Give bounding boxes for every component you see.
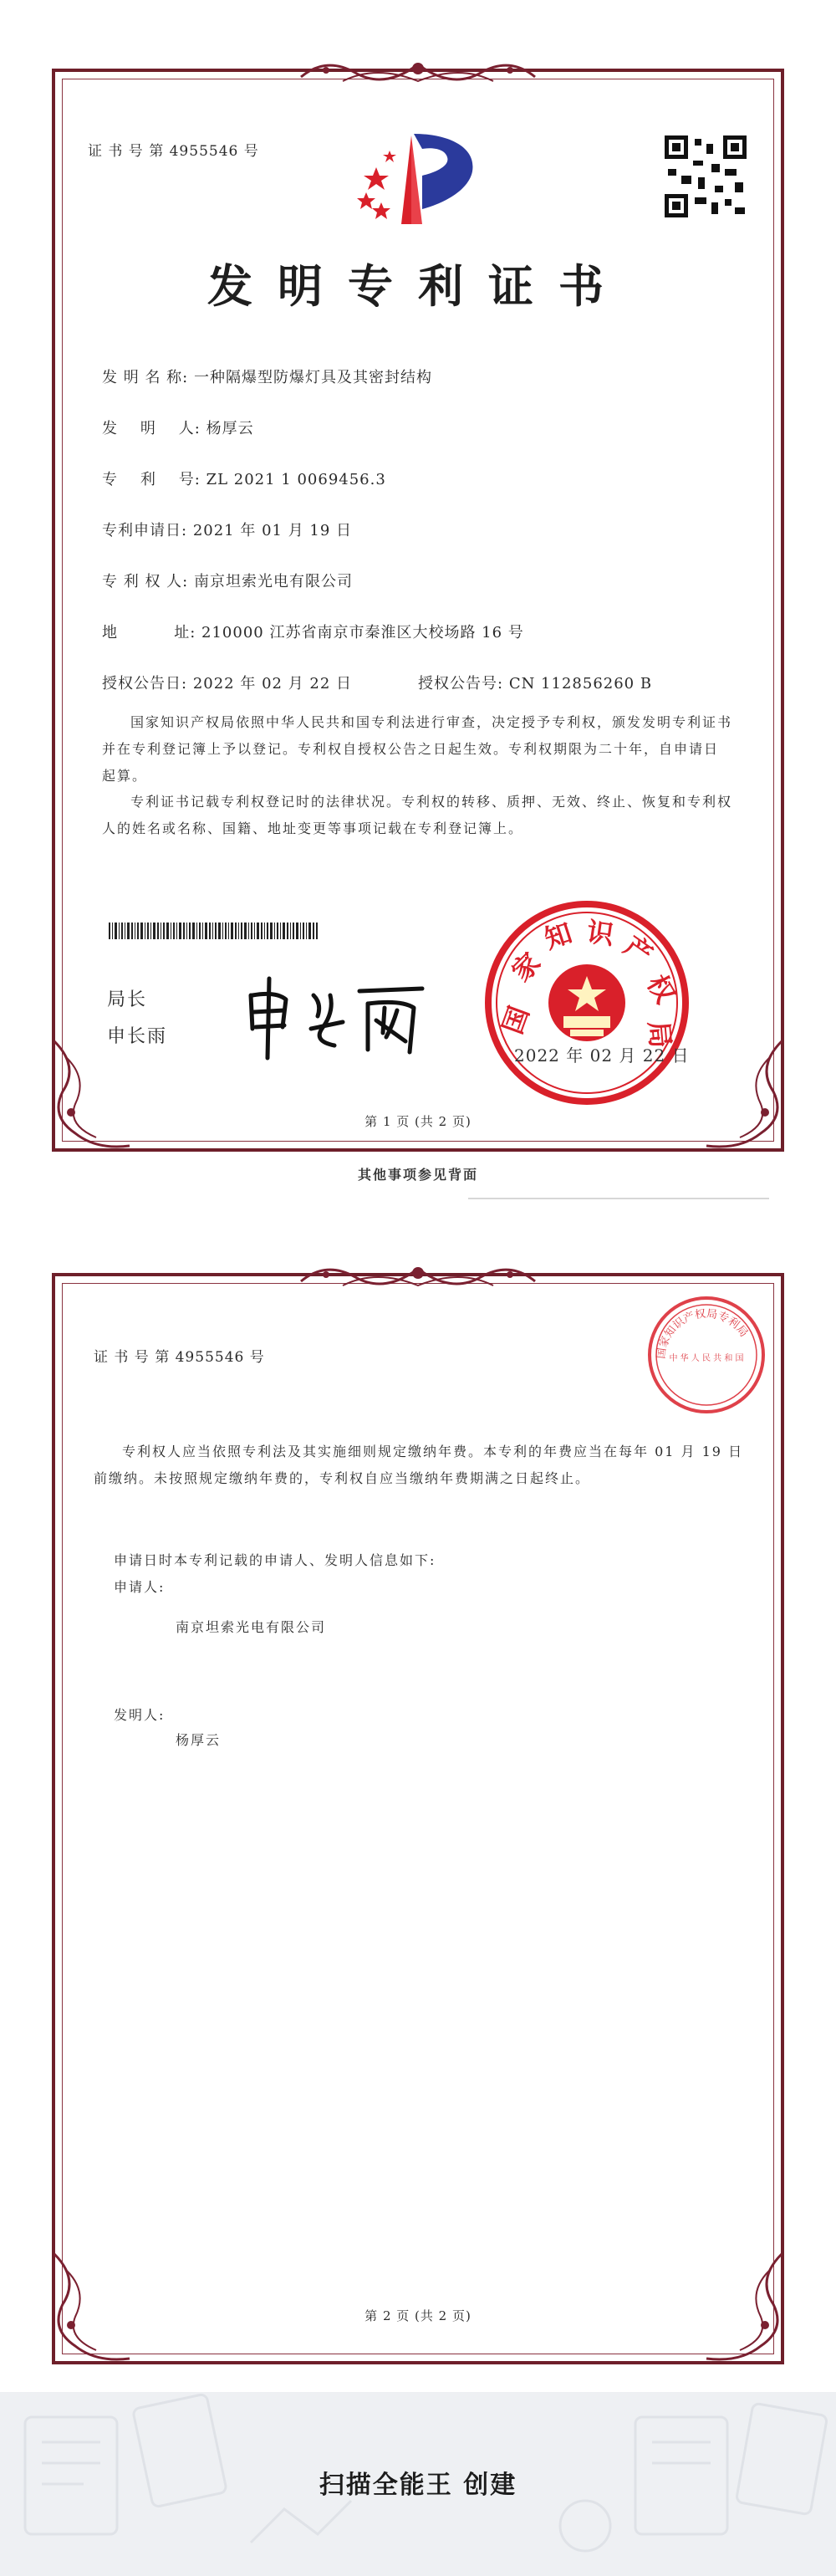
top-ornament: [293, 52, 543, 94]
field-label: 专 利 权 人:: [102, 573, 189, 590]
field-row-grant-number: [418, 672, 652, 693]
field-row-grant-date: [102, 672, 352, 693]
field-label: 专利申请日:: [102, 522, 188, 539]
field-label: 发 明 人:: [102, 420, 201, 437]
grant-paragraph: 国家知识产权局依照中华人民共和国专利法进行审查，决定授予专利权，颁发发明专利证书并在专利登记簿上予以登记。专利权自授权公告之日起生效。专利权期限为二十年，自申请日起算。: [102, 714, 733, 784]
certificate-page-2: [0, 1213, 836, 2384]
svg-text:局: 局: [642, 1020, 677, 1050]
field-value: 一种隔爆型防爆灯具及其密封结构: [193, 369, 432, 386]
applicant-intro: 申请日时本专利记载的申请人、发明人信息如下:: [114, 1552, 436, 1568]
stamp-center-text: 中 华 人 民 共 和 国: [669, 1354, 744, 1363]
field-label: 授权公告号:: [418, 675, 504, 693]
page-number: 第 2 页 (共 2 页): [364, 2308, 472, 2323]
field-value: CN 112856260 B: [508, 675, 653, 693]
director-name: 申长雨: [107, 1026, 168, 1047]
field-row-patentee: [102, 570, 353, 591]
certificate-title: 发明专利证书: [207, 259, 629, 313]
field-value: 210000 江苏省南京市秦淮区大校场路 16 号: [201, 624, 524, 641]
svg-text:国: 国: [496, 1002, 536, 1039]
corner-ornament-left: [46, 1033, 138, 1158]
director-signature: [242, 970, 435, 1062]
page-edge-shadow: [468, 1198, 769, 1199]
seal-date: 2022 年 02 月 22 日: [514, 1045, 690, 1066]
corner-ornament-right: [698, 1033, 790, 1158]
field-row-patent-number: [102, 468, 386, 489]
scanner-footer: [0, 2392, 836, 2576]
svg-text:识: 识: [584, 915, 616, 952]
applicant-value: 南京坦索光电有限公司: [176, 1619, 327, 1635]
certificate-number: 证 书 号 第 4955546 号: [94, 1349, 265, 1366]
page-number: 第 1 页 (共 2 页): [364, 1114, 472, 1129]
field-label: 发 明 名 称:: [102, 369, 189, 386]
field-row-application-date: [102, 519, 352, 540]
top-ornament: [293, 1256, 543, 1298]
stamp-arc-text: 国家知识产权局专利局: [655, 1307, 751, 1360]
field-label: 专 利 号:: [102, 471, 201, 488]
annual-fee-paragraph: 专利权人应当依照专利法及其实施细则规定缴纳年费。本专利的年费应当在每年 01 月 19 日前缴纳。未按照规定缴纳年费的，专利权自应当缴纳年费期满之日起终止。: [94, 1444, 744, 1486]
director-title: 局长: [107, 989, 148, 1010]
svg-text:知: 知: [540, 917, 576, 956]
field-label: 地 址:: [102, 624, 196, 641]
inventor-label: 发明人:: [114, 1707, 166, 1723]
official-seal: [483, 899, 691, 1107]
svg-text:产: 产: [618, 929, 659, 971]
see-reverse-note: 其他事项参见背面: [357, 1167, 478, 1183]
field-value: 杨厚云: [206, 420, 254, 437]
svg-text:权: 权: [640, 969, 682, 1009]
registration-stamp: [644, 1292, 769, 1418]
applicant-label: 申请人:: [114, 1579, 166, 1595]
svg-text:家: 家: [505, 946, 548, 989]
inventor-value: 杨厚云: [176, 1732, 222, 1748]
field-row-inventor: [102, 417, 254, 438]
barcode: [109, 923, 318, 939]
field-value: 2022 年 02 月 22 日: [192, 675, 353, 693]
legal-status-paragraph: 专利证书记载专利权登记时的法律状况。专利权的转移、质押、无效、终止、恢复和专利权人的姓名或名称、国籍、地址变更等事项记载在专利登记簿上。: [102, 794, 733, 836]
certificate-page-1: [0, 0, 836, 1213]
scanner-brand: 扫描全能王 创建: [319, 2471, 517, 2500]
field-value: ZL 2021 1 0069456.3: [206, 471, 386, 488]
patent-office-logo: [351, 125, 485, 226]
field-value: 2021 年 01 月 19 日: [192, 522, 353, 539]
field-row-address: [102, 621, 524, 642]
field-label: 授权公告日:: [102, 675, 188, 693]
certificate-number: 证 书 号 第 4955546 号: [88, 143, 259, 160]
field-row-title: [102, 365, 432, 387]
qr-code: [665, 135, 747, 217]
field-value: 南京坦索光电有限公司: [193, 573, 353, 590]
